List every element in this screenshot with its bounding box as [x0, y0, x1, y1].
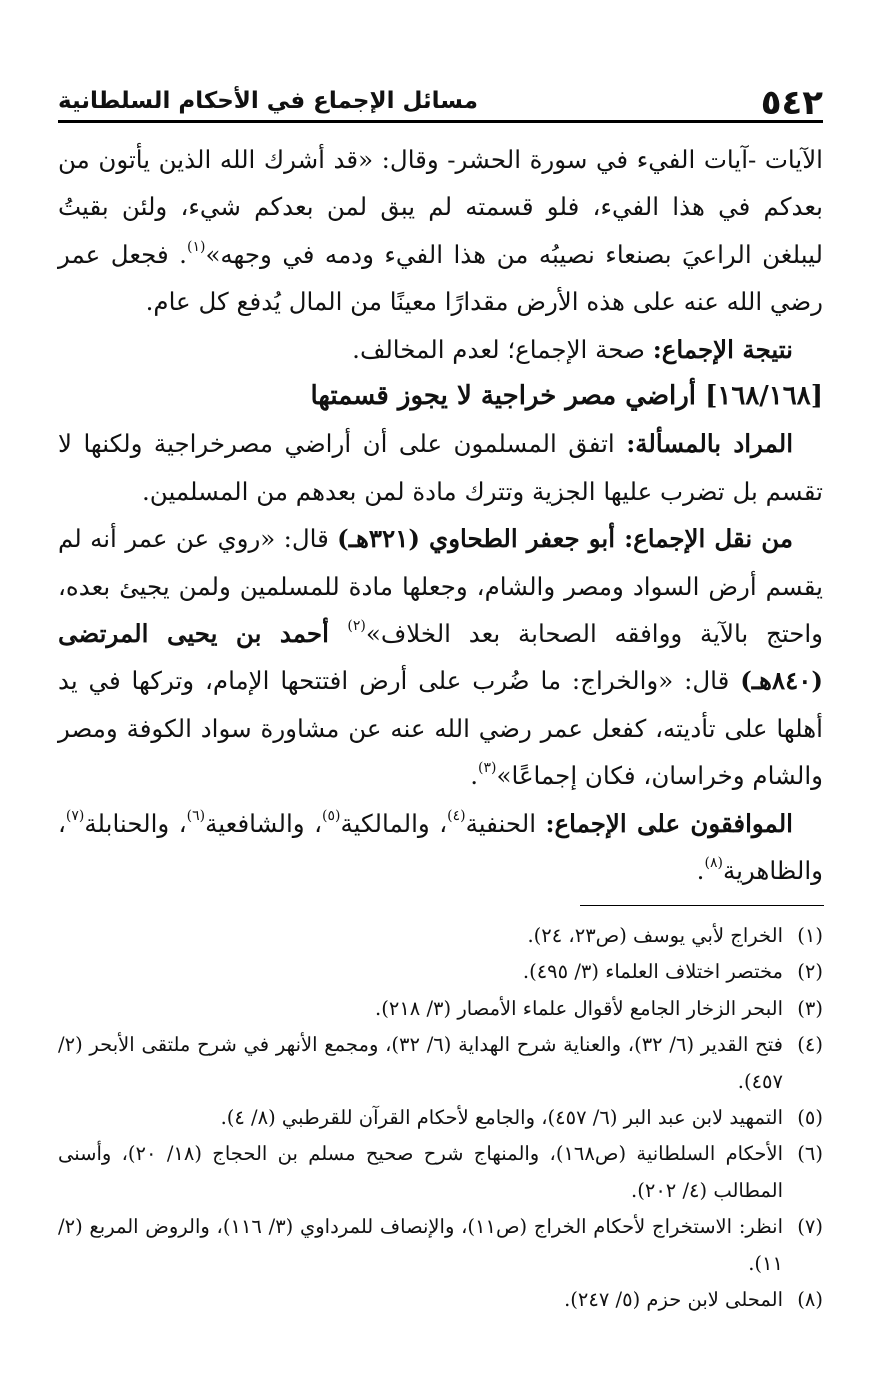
- paragraph-meaning: [58, 420, 823, 515]
- school-name: ، والحنابلة: [84, 808, 187, 838]
- footnote-number: (٣): [797, 996, 823, 1020]
- header-rule: [58, 120, 823, 123]
- footnote-number: (٨): [797, 1288, 823, 1312]
- footnote-ref: (٣): [478, 760, 497, 777]
- footnote-ref: (٢): [347, 618, 366, 635]
- sentence-end: .: [470, 761, 479, 791]
- footnote-number: (٢): [797, 960, 823, 984]
- footnote-text: البحر الزخار الجامع لأقوال علماء الأمصار (٣/ ٢١٨).: [375, 996, 783, 1020]
- transmitter-name: أحمد بن يحيى المرتضى (٨٤٠هـ): [58, 619, 823, 696]
- footnote-item: [58, 1100, 823, 1136]
- school-name: ، والمالكية: [340, 808, 448, 838]
- agreeing-label: الموافقون على الإجماع:: [545, 808, 793, 838]
- footnote-item: [58, 918, 823, 954]
- paragraph-transmitters: [58, 515, 823, 799]
- running-title: مسائل الإجماع في الأحكام السلطانية: [58, 88, 478, 114]
- footnote-item: [58, 1209, 823, 1282]
- meaning-label: المراد بالمسألة:: [626, 429, 794, 459]
- transmitters-label: من نقل الإجماع:: [624, 524, 793, 554]
- footnote-ref: (٦): [186, 807, 206, 824]
- footnote-ref: (٧): [65, 807, 85, 824]
- result-text: صحة الإجماع؛ لعدم المخالف.: [352, 334, 653, 364]
- footnote-separator: [580, 905, 824, 906]
- footnote-text: الأحكام السلطانية (ص١٦٨)، والمنهاج شرح صحيح مسلم بن الحجاج (١٨/ ٢٠)، وأسنى المطالب (٤/ ٢٠٢).: [58, 1142, 783, 1202]
- result-label: نتيجة الإجماع:: [652, 334, 793, 364]
- issue-heading: [١٦٨/١٦٨] أراضي مصر خراجية لا يجوز قسمتها: [310, 381, 823, 412]
- school-name: ، والظاهرية: [58, 808, 823, 886]
- footnote-text: مختصر اختلاف العلماء (٣/ ٤٩٥).: [522, 960, 783, 984]
- page-header: [58, 62, 823, 123]
- transmitter-quote: قال: «روي عن عمر أنه لم يقسم أرض السواد ومصر والشام، وجعلها مادة للمسلمين ولمن يجيئ بعده، واحتج بالآية ووافقه الصحابة بعد الخلاف»: [58, 524, 823, 649]
- sentence-end: .: [696, 856, 705, 886]
- transmitter-quote: قال: «والخراج: ما ضُرب على أرض افتتحها الإمام، وتركها في يد أهلها على تأديته، كفعل عمر رضي الله عنه عن مشاورة سواد الكوفة ومصر والشام وخراسان، فكان إجماعًا»: [58, 666, 823, 791]
- footnote-ref: (٥): [322, 807, 341, 824]
- footnote-text: انظر: الاستخراج لأحكام الخراج (ص١١)، والإنصاف للمرداوي (٣/ ١١٦)، والروض المربع (٢/ ١١).: [58, 1215, 783, 1275]
- school-name: ، والشافعية: [205, 808, 322, 838]
- footnote-item: [58, 954, 823, 990]
- footnote-number: (٦): [797, 1142, 823, 1166]
- footnote-ref: (١): [186, 238, 206, 255]
- footnote-ref: (٨): [704, 855, 723, 872]
- main-text: [58, 136, 823, 895]
- quote-text: الآيات -آيات الفيء في سورة الحشر- وقال: «قد أشرك الله الذين يأتون من بعدكم في هذا الفيء، فلو قسمته لم يبق لمن بعدكم شيء، ولئن بقيتُ ليبلغن الراعيَ بصنعاء نصيبُه من هذا الفيء ودمه في وجهه»: [58, 145, 823, 269]
- footnote-item: [58, 991, 823, 1027]
- footnote-item: [58, 1136, 823, 1209]
- footnote-text: فتح القدير (٦/ ٣٢)، والعناية شرح الهداية (٦/ ٣٢)، ومجمع الأنهر في شرح ملتقى الأبحر (٢/ ٤٥٧).: [58, 1033, 783, 1093]
- footnote-text: الخراج لأبي يوسف (ص٢٣، ٢٤).: [527, 924, 783, 947]
- quote-continuation: . فجعل عمر رضي الله عنه على هذه الأرض مقدارًا معينًا من المال يُدفع كل عام.: [58, 239, 823, 317]
- footnote-number: (٤): [797, 1033, 823, 1057]
- footnote-text: التمهيد لابن عبد البر (٦/ ٤٥٧)، والجامع لأحكام القرآن للقرطبي (٨/ ٤).: [220, 1106, 783, 1130]
- footnote-number: (٧): [797, 1215, 823, 1239]
- paragraph-result: [58, 326, 823, 373]
- footnote-ref: (٤): [447, 807, 466, 824]
- meaning-text: اتفق المسلمون على أن أراضي مصرخراجية ولكنها لا تقسم بل تضرب عليها الجزية وتترك مادة لمن بعدهم من المسلمين.: [58, 429, 823, 506]
- paragraph-quote: [58, 136, 823, 326]
- transmitter-name: أبو جعفر الطحاوي (٣٢١هـ): [337, 524, 625, 554]
- page-number: ٥٤٢: [760, 83, 823, 123]
- footnote-number: (١): [797, 924, 823, 947]
- footnote-item: [58, 1282, 823, 1318]
- school-name: الحنفية: [465, 808, 546, 838]
- footnote-item: [58, 1027, 823, 1100]
- paragraph-agreeing: [58, 800, 823, 895]
- footnote-text: المحلى لابن حزم (٥/ ٢٤٧).: [564, 1288, 783, 1312]
- footnote-number: (٥): [797, 1106, 823, 1130]
- footnotes: [58, 918, 823, 1318]
